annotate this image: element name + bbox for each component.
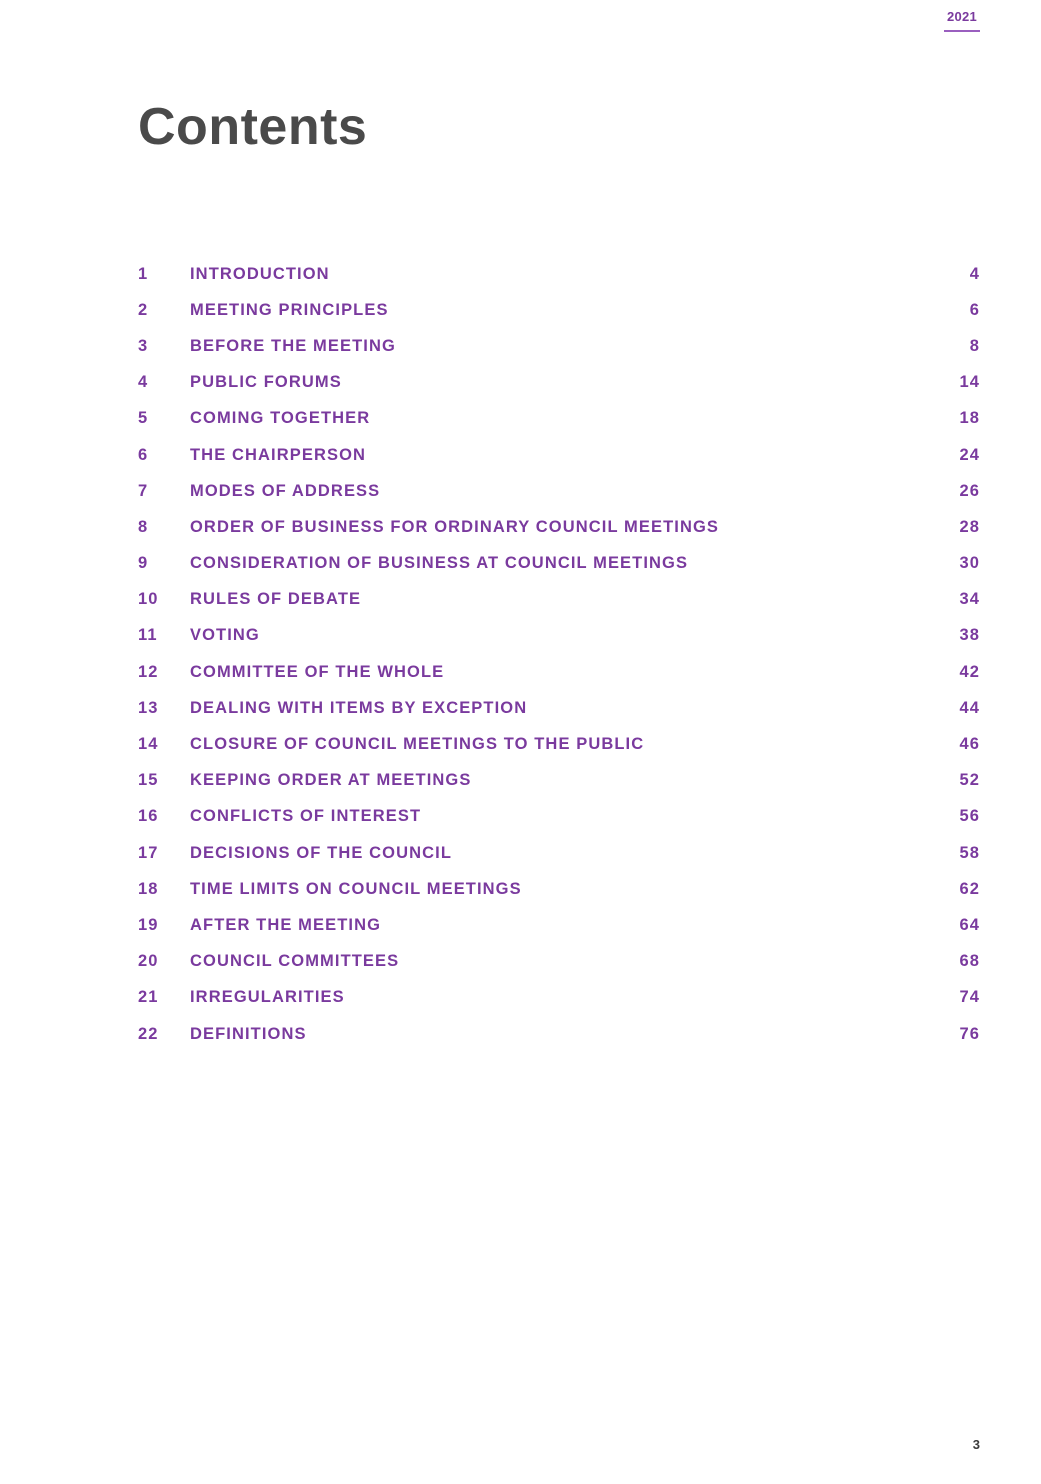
toc-entry-label[interactable]: DECISIONS OF THE COUNCIL	[190, 843, 452, 862]
toc-entry-page: 30	[959, 554, 980, 573]
toc-entry-label[interactable]: VOTING	[190, 626, 260, 645]
toc-entry-page: 34	[959, 590, 980, 609]
toc-entry-number: 18	[138, 879, 159, 898]
toc-entry-number: 17	[138, 843, 159, 862]
toc-entry[interactable]	[138, 401, 980, 437]
toc-entry-label[interactable]: CLOSURE OF COUNCIL MEETINGS TO THE PUBLIC	[190, 735, 645, 754]
toc-entry-number: 5	[138, 409, 149, 428]
toc-entry-number: 2	[138, 300, 149, 319]
toc-entry-number: 10	[138, 590, 159, 609]
toc-entry-label[interactable]: BEFORE THE MEETING	[190, 336, 396, 355]
toc-entry[interactable]	[138, 618, 980, 654]
toc-entry-label[interactable]: DEFINITIONS	[190, 1024, 307, 1043]
toc-entry[interactable]	[138, 582, 980, 618]
toc-entry-number: 6	[138, 445, 149, 464]
toc-entry[interactable]	[138, 328, 980, 364]
toc-entry[interactable]	[138, 980, 980, 1016]
toc-entry-number: 16	[138, 807, 159, 826]
toc-entry-page: 76	[959, 1024, 980, 1043]
toc-entry-label[interactable]: COUNCIL COMMITTEES	[190, 952, 400, 971]
toc-entry[interactable]	[138, 726, 980, 762]
toc-entry-page: 18	[959, 409, 980, 428]
toc-entry[interactable]	[138, 835, 980, 871]
toc-entry[interactable]	[138, 437, 980, 473]
toc-entry-number: 12	[138, 662, 159, 681]
toc-entry-page: 74	[959, 988, 980, 1007]
page-number: 3	[972, 1437, 980, 1452]
toc-entry[interactable]	[138, 365, 980, 401]
toc-entry-number: 14	[138, 735, 159, 754]
toc-entry[interactable]	[138, 654, 980, 690]
toc-entry-number: 3	[138, 336, 149, 355]
toc-entry-label[interactable]: RULES OF DEBATE	[190, 590, 362, 609]
toc-entry-number: 15	[138, 771, 159, 790]
toc-entry-number: 1	[138, 264, 149, 283]
toc-entry-label[interactable]: AFTER THE MEETING	[190, 915, 382, 934]
toc-entry-page: 68	[959, 952, 980, 971]
toc-entry-page: 44	[959, 698, 980, 717]
toc-entry-label[interactable]: IRREGULARITIES	[190, 988, 345, 1007]
toc-entry[interactable]	[138, 546, 980, 582]
toc-entry-number: 11	[138, 626, 158, 645]
toc-entry-page: 24	[959, 445, 980, 464]
toc-entry[interactable]	[138, 509, 980, 545]
toc-entry-label[interactable]: TIME LIMITS ON COUNCIL MEETINGS	[190, 879, 522, 898]
toc-entry-page: 4	[969, 264, 980, 283]
toc-entry-page: 26	[959, 481, 980, 500]
toc-entry-page: 52	[959, 771, 980, 790]
toc-entry-label[interactable]: COMMITTEE OF THE WHOLE	[190, 662, 445, 681]
toc-entry-label[interactable]: MODES OF ADDRESS	[190, 481, 381, 500]
toc-entry[interactable]	[138, 763, 980, 799]
page-title: Contents	[138, 98, 368, 156]
toc-entry[interactable]	[138, 1016, 980, 1052]
toc-entry-label[interactable]: ORDER OF BUSINESS FOR ORDINARY COUNCIL MEETINGS	[190, 517, 720, 536]
toc-entry-number: 9	[138, 554, 149, 573]
year-tag: 2021	[944, 9, 980, 32]
toc-entry-number: 20	[138, 952, 159, 971]
toc-entry-page: 14	[959, 373, 980, 392]
toc-entry-label[interactable]: CONFLICTS OF INTEREST	[190, 807, 422, 826]
toc-entry-label[interactable]: INTRODUCTION	[190, 264, 330, 283]
toc-entry-label[interactable]: CONSIDERATION OF BUSINESS AT COUNCIL MEETINGS	[190, 554, 689, 573]
toc-entry-page: 6	[969, 300, 980, 319]
toc-entry-number: 19	[138, 915, 159, 934]
toc-entry-number: 8	[138, 517, 149, 536]
table-of-contents	[138, 256, 980, 1052]
toc-entry-page: 28	[959, 517, 980, 536]
toc-entry-number: 7	[138, 481, 149, 500]
toc-entry-number: 22	[138, 1024, 159, 1043]
toc-entry-page: 56	[959, 807, 980, 826]
toc-entry[interactable]	[138, 690, 980, 726]
toc-entry[interactable]	[138, 256, 980, 292]
toc-entry-page: 64	[959, 915, 980, 934]
toc-entry[interactable]	[138, 944, 980, 980]
toc-entry-number: 21	[138, 988, 159, 1007]
toc-entry[interactable]	[138, 292, 980, 328]
toc-entry-label[interactable]: COMING TOGETHER	[190, 409, 371, 428]
toc-entry-page: 58	[959, 843, 980, 862]
toc-entry-label[interactable]: THE CHAIRPERSON	[190, 445, 367, 464]
toc-entry-label[interactable]: PUBLIC FORUMS	[190, 373, 342, 392]
toc-entry-page: 8	[969, 336, 980, 355]
toc-entry[interactable]	[138, 871, 980, 907]
toc-entry-page: 46	[959, 735, 980, 754]
toc-entry-label[interactable]: KEEPING ORDER AT MEETINGS	[190, 771, 472, 790]
toc-entry-page: 62	[959, 879, 980, 898]
toc-entry-number: 13	[138, 698, 159, 717]
toc-entry-label[interactable]: DEALING WITH ITEMS BY EXCEPTION	[190, 698, 528, 717]
toc-entry-number: 4	[138, 373, 149, 392]
toc-entry[interactable]	[138, 907, 980, 943]
toc-entry[interactable]	[138, 799, 980, 835]
toc-entry-page: 38	[959, 626, 980, 645]
toc-entry-label[interactable]: MEETING PRINCIPLES	[190, 300, 389, 319]
toc-entry[interactable]	[138, 473, 980, 509]
toc-entry-page: 42	[959, 662, 980, 681]
